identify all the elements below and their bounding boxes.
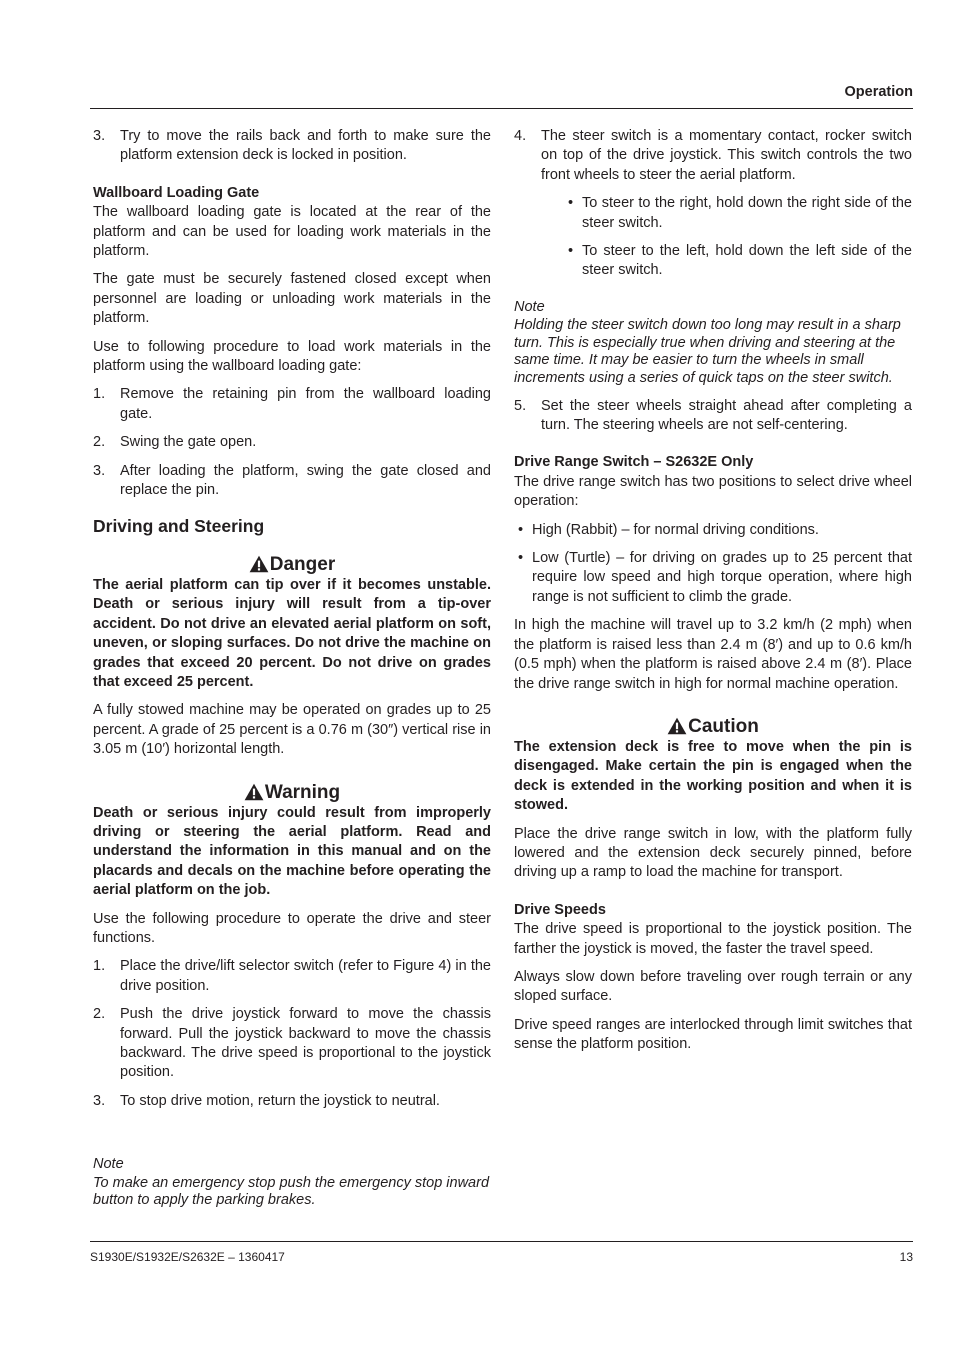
paragraph: Drive speed ranges are interlocked through limit switches that sense the platform position.: [514, 1016, 912, 1053]
bullet: •: [568, 195, 574, 212]
warning-triangle-icon: [244, 783, 264, 801]
step-number: 3.: [93, 128, 106, 144]
list-item: [93, 385, 491, 424]
step-text: Push the drive joystick forward to move the chassis forward. Pull the joystick backward to move the chassis backward. The drive speed is proportional to the joystick position.: [120, 1006, 491, 1081]
step-number: 3.: [93, 1092, 106, 1109]
list-item: [93, 1005, 491, 1083]
model-number: S1930E/S1932E/S2632E – 1360417: [90, 1250, 285, 1264]
bullet-item: [514, 521, 912, 540]
step-number: 1.: [93, 386, 106, 403]
note-text: To make an emergency stop push the emergency stop inward button to apply the parking brakes.: [93, 1174, 490, 1209]
page-number: 13: [899, 1250, 913, 1264]
warning-text: Death or serious injury could result from improperly driving or steering the aerial platform. Read and understand the information in this manual and on the placards and decals on the machine before operating the aerial platform on the job.: [93, 804, 491, 899]
step-text: The steer switch is a momentary contact, rocker switch on top of the drive joystick. This switch controls the two front wheels to steer the aerial platform.: [541, 128, 912, 183]
list-item: [93, 957, 491, 996]
paragraph: The drive range switch has two positions to select drive wheel operation:: [514, 473, 912, 510]
list-item: [93, 462, 491, 501]
paragraph: In high the machine will travel up to 3.2 km/h (2 mph) when the platform is raised less than 2.4 m (8′) and up to 0.6 km/h (0.5 mph) when the platform is raised above 2.4 m (8′). Place the drive range switch in high for normal machine operation.: [514, 617, 912, 692]
driving-heading: Driving and Steering: [93, 515, 265, 536]
right-column: [514, 127, 912, 1064]
range-heading: Drive Range Switch – S2632E Only: [514, 454, 754, 471]
step-text: Place the drive/lift selector switch (refer to Figure 4) in the drive position.: [120, 958, 491, 994]
bullet: •: [568, 243, 574, 260]
bullet: •: [518, 521, 524, 538]
paragraph: Place the drive range switch in low, with the platform fully lowered and the extension deck securely pinned, before driving up a ramp to load the machine for transport.: [514, 825, 912, 881]
caution-text: The extension deck is free to move when the pin is disengaged. Make certain the pin is engaged when the deck is extended in the working position and when it is stowed.: [514, 738, 912, 814]
warning-title: [93, 782, 491, 804]
danger-title-text: Danger: [269, 553, 336, 575]
list-item: [514, 397, 912, 436]
bullet-text: Low (Turtle) – for driving on grades up to 25 percent that require low speed and high torque operation, where high range is not sufficient to climb the grade.: [532, 550, 912, 605]
list-item: [93, 127, 491, 166]
list-item: [93, 1092, 491, 1111]
step-number: 4.: [514, 128, 527, 144]
step-text: After loading the platform, swing the gate closed and replace the pin.: [120, 462, 491, 499]
paragraph: The drive speed is proportional to the joystick position. The farther the joystick is moved, the faster the travel speed.: [514, 921, 912, 957]
step-text: Remove the retaining pin from the wallboard loading gate.: [120, 386, 491, 422]
danger-text: The aerial platform can tip over if it becomes unstable. Death or serious injury will result from a tip-over accident. Do not drive an elevated aerial platform on soft, uneven, or sloping surfaces. Do not drive the machine on grades that exceed 20 percent. Do not drive on grades that exceed 25 percent.: [93, 576, 491, 690]
left-column: [93, 127, 491, 1219]
note-label: Note: [514, 298, 545, 315]
paragraph: The gate must be securely fastened closed except when personnel are loading or unloading work materials in the platform.: [93, 271, 491, 327]
paragraph: Use the following procedure to operate the drive and steer functions.: [93, 910, 491, 946]
page-header: [90, 84, 913, 109]
bullet: •: [518, 550, 524, 567]
section-title: Operation: [844, 84, 913, 100]
paragraph: Use to following procedure to load work materials in the platform using the wallboard loading gate:: [93, 338, 491, 375]
bullet-text: To steer to the left, hold down the left side of the steer switch.: [582, 243, 912, 279]
bullet-item: [514, 549, 912, 607]
speeds-heading: Drive Speeds: [514, 901, 606, 918]
bullet-item: [564, 242, 912, 281]
list-item: [93, 433, 491, 452]
paragraph: The wallboard loading gate is located at the rear of the platform and can be used for loading work materials in the platform.: [93, 204, 491, 260]
warning-triangle-icon: [667, 717, 687, 735]
list-item: [514, 127, 912, 185]
step-text: Set the steer wheels straight ahead after completing a turn. The steering wheels are not self-centering.: [541, 397, 912, 434]
wallboard-heading: Wallboard Loading Gate: [93, 184, 260, 201]
bullet-item: [564, 194, 912, 233]
bullet-text: High (Rabbit) – for normal driving conditions.: [532, 521, 819, 538]
note-text: Holding the steer switch down too long may result in a sharp turn. This is especially true when driving and steering at the same time. It may be easier to turn the wheels in small increments using a series of quick taps on the steer switch.: [514, 317, 901, 387]
step-number: 3.: [93, 462, 106, 479]
step-text: Try to move the rails back and forth to make sure the platform extension deck is locked in position.: [120, 128, 491, 164]
step-number: 1.: [93, 958, 106, 975]
step-number: 2.: [93, 434, 106, 451]
paragraph: Always slow down before traveling over rough terrain or any sloped surface.: [514, 968, 912, 1005]
danger-title: [93, 554, 491, 576]
step-text: Swing the gate open.: [120, 434, 257, 451]
step-number: 2.: [93, 1006, 106, 1023]
step-number: 5.: [514, 397, 527, 414]
page-footer: [90, 1241, 913, 1264]
warning-title-text: Warning: [264, 781, 341, 803]
bullet-text: To steer to the right, hold down the right side of the steer switch.: [582, 195, 912, 231]
step-text: To stop drive motion, return the joystick to neutral.: [120, 1092, 440, 1109]
caution-title-text: Caution: [688, 715, 759, 737]
caution-title: [514, 716, 912, 738]
warning-triangle-icon: [249, 555, 269, 573]
paragraph: A fully stowed machine may be operated on grades up to 25 percent. A grade of 25 percent is a 0.76 m (30″) vertical rise in 3.05 m (10′) horizontal length.: [93, 702, 491, 758]
note-label: Note: [93, 1156, 124, 1173]
